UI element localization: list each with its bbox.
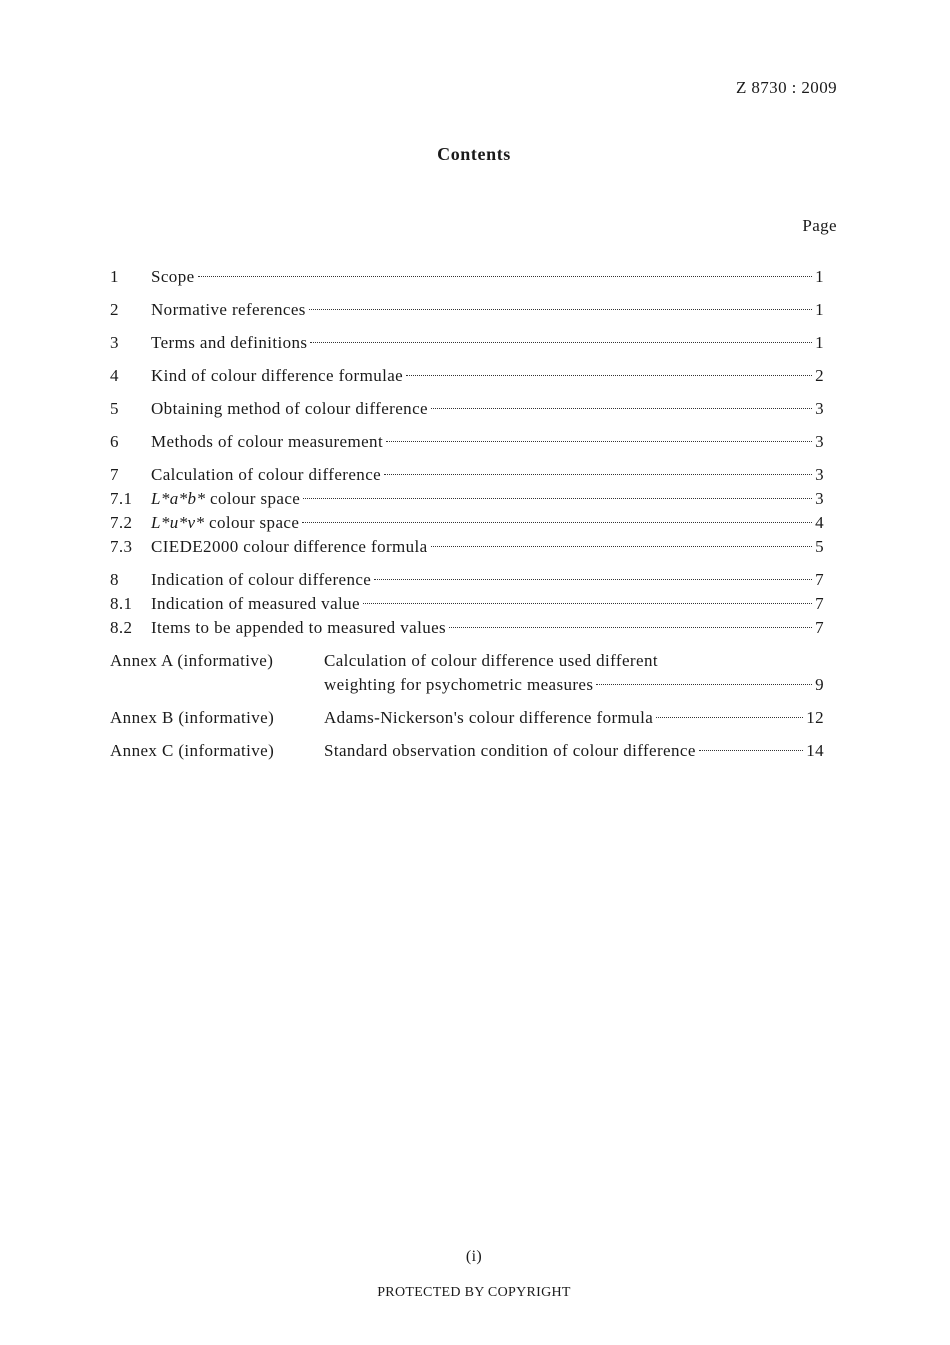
dot-leader	[309, 309, 812, 310]
toc-entry-number: 8	[110, 570, 119, 589]
toc-entry-number: 5	[110, 399, 119, 418]
toc-entry-title	[151, 511, 299, 535]
dot-leader	[198, 276, 813, 277]
toc-entry-page: 3	[815, 399, 824, 418]
toc-entry-page: 3	[815, 465, 824, 484]
toc-entry-number: 8.2	[110, 618, 133, 637]
annex-title-line2: weighting for psychometric measures	[324, 675, 594, 694]
toc-entry-title: Normative references	[151, 300, 306, 319]
toc-entry-8-2	[110, 616, 824, 640]
dot-leader	[656, 717, 803, 718]
annex-a-entry-continued	[324, 673, 824, 697]
toc-entry-page: 5	[815, 537, 824, 556]
annex-label: Annex B (informative)	[110, 708, 275, 727]
toc-entry-title: Calculation of colour difference	[151, 465, 382, 484]
toc-entry-title: Methods of colour measurement	[151, 432, 384, 451]
toc-entry-number: 7.1	[110, 489, 133, 508]
toc-entry-5	[110, 397, 824, 421]
toc-entry-2	[110, 298, 824, 322]
toc-entry-number: 8.1	[110, 594, 133, 613]
toc-entry-number: 6	[110, 432, 119, 451]
document-number: Z 8730 : 2009	[735, 78, 837, 97]
toc-entry-number: 7	[110, 465, 119, 484]
dot-leader	[699, 750, 803, 751]
annex-title: Adams-Nickerson's colour difference formula	[324, 708, 654, 727]
annex-page: 12	[806, 708, 824, 727]
toc-entry-number: 3	[110, 333, 119, 352]
toc-entry-title: Kind of colour difference formulae	[151, 366, 404, 385]
toc-entry-title: Indication of measured value	[151, 594, 360, 613]
annex-page: 14	[806, 741, 824, 760]
toc-entry-page: 3	[815, 432, 824, 451]
toc-entry-title: Scope	[151, 267, 195, 286]
toc-entry-3	[110, 331, 824, 355]
toc-entry-page: 7	[815, 618, 824, 637]
dot-leader	[384, 474, 812, 475]
annex-c-entry	[110, 739, 824, 763]
toc-entry-8-1	[110, 592, 824, 616]
annex-title: Standard observation condition of colour difference	[324, 741, 696, 760]
toc-entry-page: 1	[815, 300, 824, 319]
toc-entry-7-1	[110, 487, 824, 511]
toc-entry-number: 7.2	[110, 513, 133, 532]
annex-label: Annex A (informative)	[110, 651, 274, 670]
dot-leader	[431, 408, 812, 409]
toc-entry-page: 2	[815, 366, 824, 385]
toc-entry-7-3	[110, 535, 824, 559]
toc-entry-page: 7	[815, 570, 824, 589]
toc-entry-page: 1	[815, 333, 824, 352]
dot-leader	[302, 522, 812, 523]
toc-entry-page: 7	[815, 594, 824, 613]
dot-leader	[363, 603, 812, 604]
toc-entry-title-italic: L*u*v*	[151, 513, 205, 532]
toc-entry-7	[110, 463, 824, 487]
toc-entry-number: 7.3	[110, 537, 133, 556]
toc-entry-6	[110, 430, 824, 454]
toc-entry-4	[110, 364, 824, 388]
toc-entry-number: 1	[110, 267, 119, 286]
dot-leader	[431, 546, 812, 547]
toc-entry-title-rest: colour space	[204, 513, 300, 532]
page-column-label: Page	[802, 216, 837, 235]
toc-entry-title: Indication of colour difference	[151, 570, 372, 589]
annex-title-line1: Calculation of colour difference used different	[324, 651, 658, 670]
toc-entry-title: Terms and definitions	[151, 333, 308, 352]
toc-entry-title-italic: L*a*b*	[151, 489, 206, 508]
dot-leader	[303, 498, 812, 499]
annex-page: 9	[815, 675, 824, 694]
dot-leader	[374, 579, 812, 580]
toc-entry-8	[110, 568, 824, 592]
toc-entry-page: 3	[815, 489, 824, 508]
toc-entry-number: 2	[110, 300, 119, 319]
toc-entry-title: CIEDE2000 colour difference formula	[151, 537, 428, 556]
dot-leader	[406, 375, 812, 376]
toc-entry-title	[151, 487, 300, 511]
dot-leader	[310, 342, 812, 343]
toc-entry-title: Items to be appended to measured values	[151, 618, 447, 637]
dot-leader	[596, 684, 812, 685]
footer-page-number: (i)	[465, 1248, 483, 1265]
toc-entry-title-rest: colour space	[205, 489, 301, 508]
annex-b-entry	[110, 706, 824, 730]
toc-entry-number: 4	[110, 366, 119, 385]
dot-leader	[449, 627, 812, 628]
toc-entry-1	[110, 265, 824, 289]
annex-a-entry	[110, 649, 824, 673]
toc-entry-title: Obtaining method of colour difference	[151, 399, 428, 418]
copyright-notice: PROTECTED BY COPYRIGHT	[377, 1285, 571, 1300]
toc-entry-page: 1	[815, 267, 824, 286]
dot-leader	[386, 441, 812, 442]
toc-entry-7-2	[110, 511, 824, 535]
page-title: Contents	[437, 144, 511, 164]
toc-entry-page: 4	[815, 513, 824, 532]
annex-label: Annex C (informative)	[110, 741, 275, 760]
